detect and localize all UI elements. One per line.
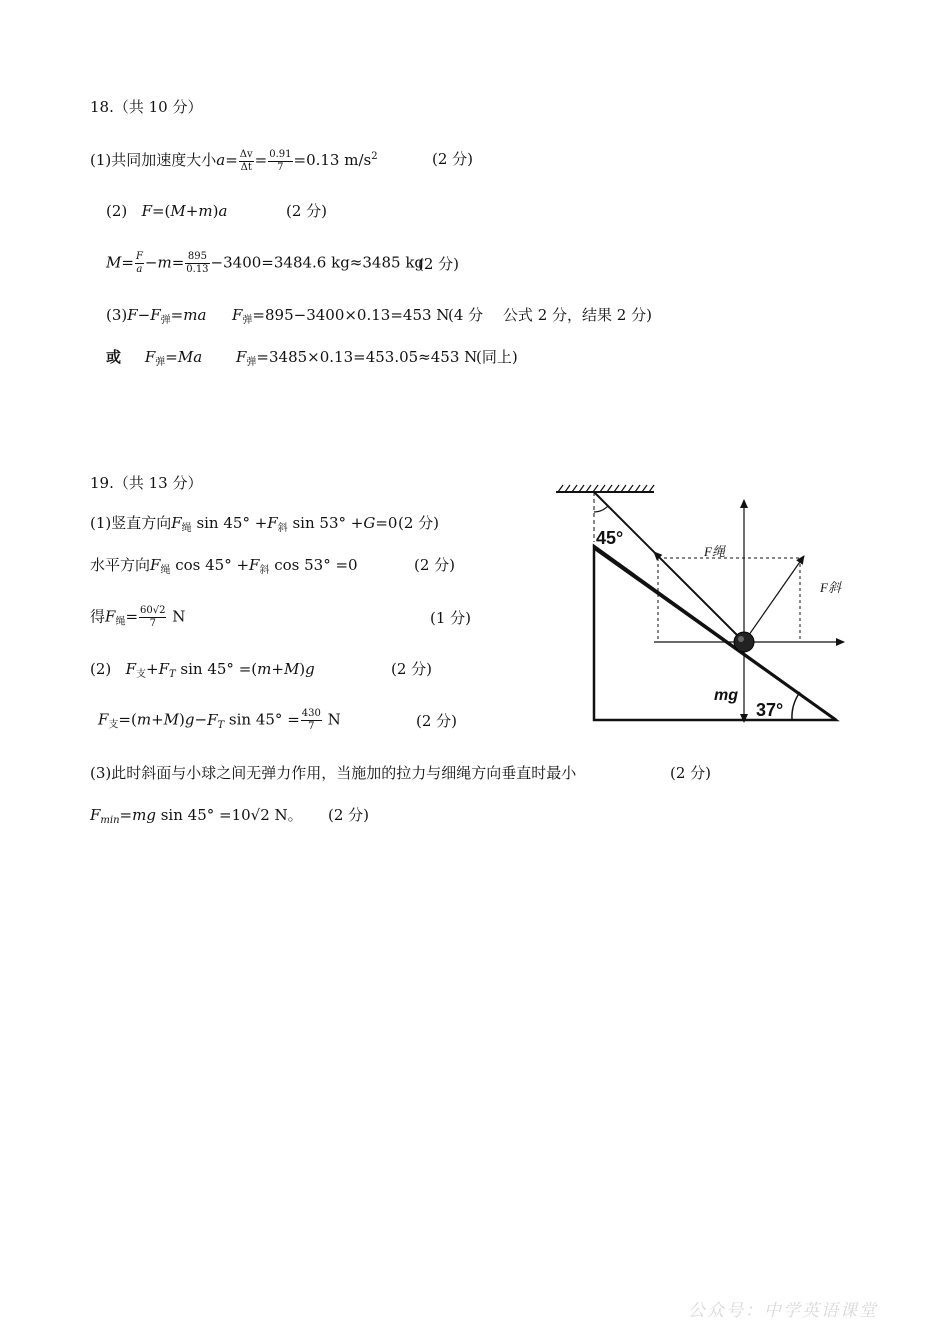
q18-part3: $(3)F-F_弹=ma$ [106,306,207,326]
q18-p2-points: (2 分) [286,202,328,220]
frac-895-013: $\frac{895}{0.13}$ [186,251,209,275]
q19-p1c-points: (1 分) [430,609,472,627]
q18-p3-points: (4 分 公式 2 分，结果 2 分) [448,306,652,324]
q19-p2b-points: (2 分) [416,712,458,730]
q18-or-word: 或 [106,348,122,366]
q18-p3b-calc: =3485×0.13=453.05≈453 N [256,348,478,366]
q19-p3-points: (2 分) [670,764,712,782]
incline-force-arrow [744,556,804,642]
q19-part1b: 水平方向$F_绳$ $\cos 45^\circ +F_斜$ cos 53° =0 [90,556,358,576]
force-diagram [548,478,858,728]
footer-watermark: 公众号：中学英语课堂 [688,1301,878,1321]
q18-part3-calc: $F_弹=895-3400\times 0.13=453$ N [232,306,450,326]
q19-p2-label: (2) [90,660,112,678]
q18-part3b: 或 $F_弹=Ma$ [106,348,203,368]
frac-60r2-7: $\frac{60√2}{7}$ [140,605,166,629]
q19-part1: (1)竖直方向$F_绳$ $\sin 45^\circ +F_斜$ sin 53° +G=0 [90,514,398,534]
q19-p3b-rest: sin 45° =10√2 N。 [160,806,303,824]
ball [734,632,754,652]
q18-part2b: M= $\frac{F}{a}$ −m= $\frac{895}{0.13}$ −3400=3484.6 kg≈3485 kg [106,251,425,275]
label-angle-37: 37° [756,700,784,720]
label-incline-force: F斜 [820,580,841,595]
q19-p1c-unit: N [172,607,186,626]
q18-p2-label: (2) [106,202,128,220]
q18-header: 18.（共 10 分） [90,98,203,116]
q18-part2: (2) F=(M+m)a [106,202,228,220]
frac-F-a: $\frac{F}{a}$ [135,251,143,275]
q18-p1-value: 0.13 m/s [306,151,372,169]
q18-p1-points: (2 分) [432,150,474,168]
q19-part2b: $F_支=(m+M)g-F_T$ sin 45° = $\frac{430}{7}$ N [98,708,341,732]
q19-p1b-label: 水平方向 [90,556,151,574]
q19-p1-points: (2 分) [398,514,440,532]
frac-dv-dt: $\frac{\Delta v}{\Delta t}$ [239,148,253,173]
q18-part3b-calc: $F_弹=3485\times 0.13=453.05\approx 453$ N [236,348,478,368]
q19-part1c: 得$F_绳=$ $\frac{60√2}{7}$ N [90,605,186,629]
ball-highlight [738,636,744,642]
q18-p3-label: (3) [106,306,128,324]
angle-arc-45 [594,506,608,512]
q18-p2b-points: (2 分) [418,255,460,273]
q19-part3: (3)此时斜面与小球之间无弹力作用，当施加的拉力与细绳方向垂直时最小 [90,764,577,782]
q18-p2b-rest: −3400=3484.6 kg≈3485 kg [210,253,425,272]
frac-430-7: $\frac{430}{7}$ [301,708,321,732]
q19-p1-label: (1)竖直方向 [90,514,172,532]
rope-force-arrow [654,552,744,642]
q19-header: 19.（共 13 分） [90,474,203,492]
q18-p1-label: (1)共同加速度大小 [90,151,217,169]
q18-part1: (1)共同加速度大小a= $\frac{\Delta v}{\Delta t}$ = $\frac{0.91}{7}$ =0.13 $m/s^2$ [90,148,378,173]
frac-091-7: $\frac{0.91}{7}$ [269,148,292,173]
label-angle-45: 45° [596,528,624,548]
label-rope-force: F绳 [704,544,725,559]
q19-p2-points: (2 分) [391,660,433,678]
q19-part3b: $F_{min}=mg$ sin 45° =10√2 N。 [90,806,303,826]
q19-p3b-points: (2 分) [328,806,370,824]
q19-part2: (2) $F_支+F_T$ sin 45° =(m+M)g [90,660,315,680]
angle-arc-37 [792,692,800,720]
label-weight: mg [714,687,738,704]
q19-p1b-points: (2 分) [414,556,456,574]
ceiling-hatch [556,485,654,492]
q18-p3-calc: =895−3400×0.13=453 N [252,306,450,324]
q19-p2b-unit: N [327,710,341,729]
q18-p3b-points: (同上) [476,348,518,366]
q19-p1c-label: 得 [90,607,106,626]
